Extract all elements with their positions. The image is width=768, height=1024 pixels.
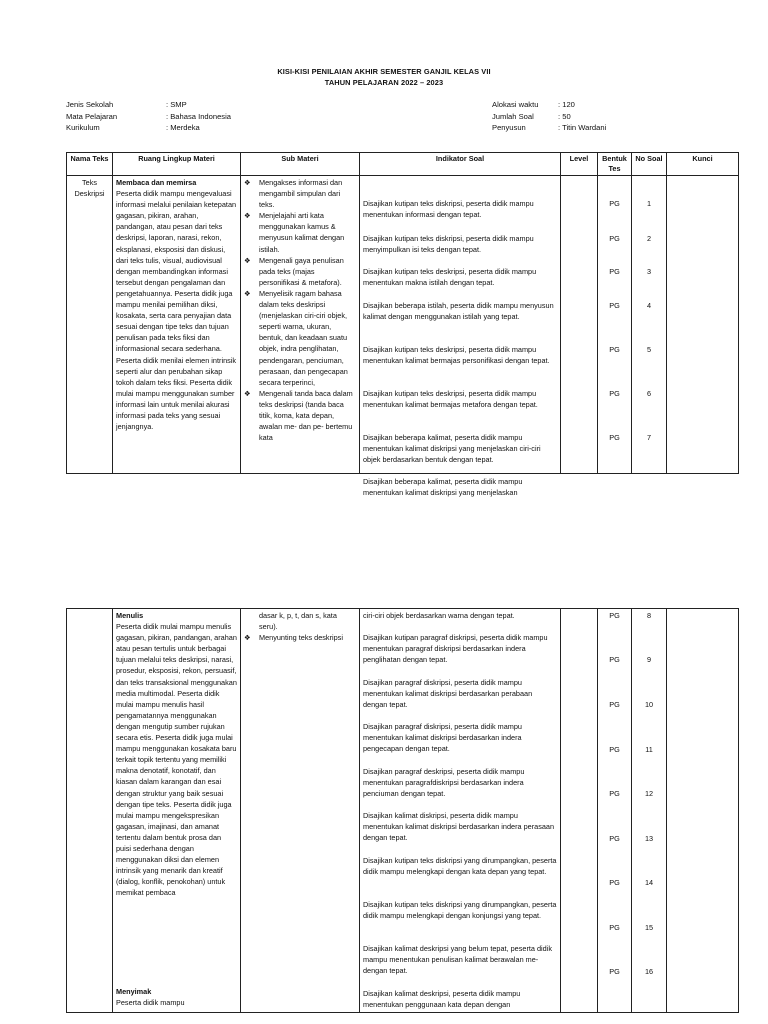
ruang-lingkup-title: Menulis xyxy=(116,611,144,620)
kunci-cell xyxy=(667,176,739,474)
indikator-item: Disajikan kutipan teks deskripsi, peserta didik mampu menentukan kalimat bermajas personifikasi dengan tepat. xyxy=(363,345,550,366)
meta-value: : Titin Wardani xyxy=(558,123,607,133)
bentuk-item: PG xyxy=(609,655,620,664)
sub-materi-text: Menyunting teks deskripsi xyxy=(259,633,343,643)
no-soal-cell xyxy=(632,609,667,1013)
indikator-item: Disajikan kutipan paragraf diskripsi, peserta didik mampu menentukan paragraf diskripsi berdasarkan indera penglihatan dengan tepat. xyxy=(363,633,548,665)
meta-label: Penyusun xyxy=(492,123,526,133)
no-soal-item: 12 xyxy=(644,789,654,798)
kisi-kisi-table-continued xyxy=(66,608,739,1013)
indikator-item: Disajikan paragraf diskripsi, peserta didik mampu menentukan kalimat diskripsi berdasarkan indera pengecapan dengan tepat. xyxy=(363,722,522,754)
list-item xyxy=(244,255,356,288)
meta-label: Jenis Sekolah xyxy=(66,100,114,109)
list-item xyxy=(244,388,356,443)
no-soal-item: 5 xyxy=(646,345,652,354)
indikator-cell xyxy=(360,176,561,498)
meta-label: Kurikulum xyxy=(66,123,100,133)
document-subtitle: TAHUN PELAJARAN 2022 – 2023 xyxy=(324,78,444,87)
no-soal-item: 4 xyxy=(646,301,652,310)
bentuk-item: PG xyxy=(609,611,620,620)
bentuk-item: PG xyxy=(609,301,620,310)
ruang-lingkup-text: Peserta didik mulai mampu menulis gagasan, pikiran, pandangan, arahan atau pesan tertulis untuk berbagai tujuan melalui teks deskripsi, narasi, prosedur, eksposisi, rekon, persuasif, dan teks transaksional menggunakan media multimodal. Peserta didik mulai mampu menulis hasil pengamatannya menggunakan dengan mengutip sumber rujukan secara etis. Peserta didik juga mulai mampu menggunakan kosakata baru terkait topik tertentu yang memiliki makna denotatif, konotatif, dan kiasan dalam karangan dan esai dengan struktur yang baik sesuai dengan tipe teks. Peserta didik juga mulai mampu mengekspresikan gagasan, imajinasi, dan amanat tertentu dalam bentuk prosa dan puisi sederhana dengan menggunakan diksi dan elemen intrinsik yang menarik dan kreatif (dialog, konflik, penokohan) untuk memikat pembaca xyxy=(116,622,237,898)
diamond-bullet-icon: ❖ xyxy=(244,211,251,221)
ruang-lingkup-title: Membaca dan memirsa xyxy=(116,178,197,187)
ruang-lingkup-cell xyxy=(113,176,241,474)
bentuk-item: PG xyxy=(609,789,620,798)
diamond-bullet-icon: ❖ xyxy=(244,633,251,643)
sub-materi-list xyxy=(244,177,356,443)
sub-materi-text: Menyelisik ragam bahasa dalam teks deskripsi (menjelaskan ciri-ciri objek, seperti warna, ukuran, bentuk, dan keadaan suatu objek, indra penglihatan, pendengaran, penciuman, perasaan, dan pengecapan secara terperinci, xyxy=(259,288,348,387)
bentuk-tes-cell xyxy=(598,176,632,474)
bentuk-item: PG xyxy=(609,345,620,354)
bentuk-item: PG xyxy=(609,199,620,208)
bentuk-item: PG xyxy=(609,834,620,843)
bentuk-item: PG xyxy=(609,923,620,932)
bentuk-item: PG xyxy=(609,433,620,442)
sub-materi-text: Mengakses informasi dan mengambil simpulan dari teks. xyxy=(259,178,343,210)
bentuk-item: PG xyxy=(609,745,620,754)
bentuk-item: PG xyxy=(609,234,620,243)
no-soal-item: 7 xyxy=(646,433,652,442)
no-soal-item: 13 xyxy=(644,834,654,843)
meta-right xyxy=(492,99,606,134)
col-header-sub-materi: Sub Materi xyxy=(241,153,360,176)
list-item xyxy=(244,288,356,388)
meta-left xyxy=(66,99,231,134)
bentuk-item: PG xyxy=(609,389,620,398)
bentuk-item: PG xyxy=(609,967,620,976)
meta-row xyxy=(66,122,231,134)
no-soal-item: 3 xyxy=(646,267,652,276)
diamond-bullet-icon: ❖ xyxy=(244,178,251,187)
no-soal-item: 6 xyxy=(646,389,652,398)
meta-label: Alokasi waktu xyxy=(492,100,539,109)
sub-materi-cell xyxy=(241,176,360,474)
indikator-item: Disajikan kalimat deskripsi yang belum tepat, peserta didik mampu menentukan penulisan kalimat berawalan me- dengan tepat. xyxy=(363,944,552,976)
col-header-kunci: Kunci xyxy=(667,153,739,176)
diamond-bullet-icon: ❖ xyxy=(244,288,251,298)
meta-value: : Bahasa Indonesia xyxy=(166,111,232,121)
no-soal-item: 2 xyxy=(646,234,652,243)
col-header-bentuk-tes: Bentuk Tes xyxy=(598,153,632,176)
indikator-item: Disajikan kalimat deskripsi, peserta didik mampu menentukan penggunaan kata depan dengan xyxy=(363,989,521,1010)
indikator-item: Disajikan paragraf diskripsi, peserta didik mampu menentukan kalimat diskripsi berdasarkan perabaan dengan tepat. xyxy=(363,678,533,710)
indikator-item: Disajikan paragraf deskripsi, peserta didik mampu menentukan paragrafdiskripsi berdasarkan indera penciuman dengan tepat. xyxy=(363,767,525,799)
no-soal-item: 14 xyxy=(644,878,654,887)
no-soal-item: 15 xyxy=(644,923,654,932)
indikator-item: Disajikan kutipan teks deskripsi, peserta didik mampu menentukan makna istilah dengan tepat. xyxy=(363,267,537,288)
no-soal-item: 16 xyxy=(644,967,654,976)
meta-row xyxy=(492,111,606,123)
indikator-item: Disajikan beberapa kalimat, peserta didik mampu menentukan kalimat diskripsi yang menjelaskan ciri-ciri objek berdasarkan bentuk dengan tepat. xyxy=(363,433,541,465)
col-header-indikator: Indikator Soal xyxy=(360,153,561,176)
indikator-item: ciri-ciri objek berdasarkan warna dengan tepat. xyxy=(363,611,515,620)
meta-row xyxy=(66,111,231,123)
indikator-item: Disajikan kutipan teks diskripsi, peserta didik mampu menentukan informasi dengan tepat. xyxy=(363,199,534,220)
no-soal-item: 10 xyxy=(644,700,654,709)
sub-materi-list xyxy=(244,610,356,643)
col-header-no-soal: No Soal xyxy=(632,153,667,176)
indikator-item: Disajikan kalimat diskripsi, peserta didik mampu menentukan kalimat diskripsi berdasarkan indera perasaan dengan tepat. xyxy=(363,811,555,843)
table-header-row xyxy=(67,153,739,176)
indikator-item: Disajikan kutipan teks deskripsi, peserta didik mampu menentukan kalimat bermajas metafora dengan tepat. xyxy=(363,389,538,410)
no-soal-item: 11 xyxy=(645,745,653,754)
meta-value: : 120 xyxy=(558,100,575,109)
bentuk-tes-cell xyxy=(598,609,632,1013)
no-soal-cell xyxy=(632,176,667,474)
nama-teks-cell: Teks Deskripsi xyxy=(67,176,113,474)
no-soal-item: 9 xyxy=(646,655,652,664)
sub-materi-text: Menjelajahi arti kata menggunakan kamus & menyusun kalimat dengan istilah. xyxy=(259,211,345,254)
meta-value: : SMP xyxy=(166,100,187,109)
sub-materi-cell xyxy=(241,609,360,1013)
document-title: KISI-KISI PENILAIAN AKHIR SEMESTER GANJIL KELAS VII xyxy=(277,67,491,76)
meta-label: Jumlah Soal xyxy=(492,111,534,121)
list-item xyxy=(244,177,356,210)
diamond-bullet-icon: ❖ xyxy=(244,255,251,265)
meta-row xyxy=(66,99,231,111)
table-row xyxy=(67,176,739,474)
meta-row xyxy=(492,122,606,134)
sub-materi-text: dasar k, p, t, dan s, kata seru). xyxy=(259,611,337,632)
kisi-kisi-table xyxy=(66,152,739,498)
col-header-level: Level xyxy=(561,153,598,176)
list-item xyxy=(244,210,356,254)
indikator-item: Disajikan kutipan teks diskripsi yang dirumpangkan, peserta didik mampu melengkapi dengan konjungsi yang tepat. xyxy=(363,900,557,921)
ruang-lingkup-text: Peserta didik mampu xyxy=(116,998,185,1008)
meta-row xyxy=(492,99,606,111)
ruang-lingkup-title: Menyimak xyxy=(116,987,152,996)
no-soal-item: 8 xyxy=(646,611,652,620)
level-cell xyxy=(561,609,598,1013)
kunci-cell xyxy=(667,609,739,1013)
diamond-bullet-icon: ❖ xyxy=(244,388,251,398)
ruang-lingkup-text: Peserta didik mampu mengevaluasi informasi melalui penilaian ketepatan gagasan, pikiran, arahan, pandangan, atau pesan dari teks deskripsi, laporan, narasi, rekon, eksplanasi, eksposisi dan diskusi, dari teks tulis, visual, audiovisual dengan membandingkan informasi tersebut dengan pengalaman dan pengetahuannya. Peserta didik juga mampu menilai pemilihan diksi, kosakata, serta cara penyajian data sesuai dengan tipe teks dan tujuan penulisan pada teks fiksi dan informasional secara sederhana. Peserta didik menilai elemen intrinsik seperti alur dan perubahan sikap tokoh dalam teks fiksi. Peserta didik mulai mampu menggunakan sumber informasi lain untuk menilai akurasi informasi pada teks yang sesuai jenjangnya. xyxy=(116,189,237,432)
indikator-item: Disajikan beberapa istilah, peserta didik mampu menyusun kalimat dengan menggunakan istilah yang tepat. xyxy=(363,301,554,322)
table-row xyxy=(67,609,739,1013)
meta-value: : 50 xyxy=(558,111,571,121)
ruang-lingkup-cell xyxy=(113,609,241,1013)
sub-materi-text: Mengenali tanda baca dalam teks deskripsi (tanda baca titik, koma, kata depan, awalan me- dan pe- bertemu kata xyxy=(259,388,353,443)
meta-label: Mata Pelajaran xyxy=(66,111,118,121)
bentuk-item: PG xyxy=(609,878,620,887)
indikator-cell xyxy=(360,609,561,1013)
col-header-ruang-lingkup: Ruang Lingkup Materi xyxy=(113,153,241,176)
list-item xyxy=(244,610,356,632)
indikator-item: Disajikan kutipan teks diskripsi, peserta didik mampu menyimpulkan isi teks dengan tepat. xyxy=(363,234,534,255)
list-item xyxy=(244,632,356,643)
col-header-nama-teks: Nama Teks xyxy=(67,153,113,176)
bentuk-item: PG xyxy=(609,267,620,276)
no-soal-item: 1 xyxy=(646,199,652,208)
indikator-item: Disajikan kutipan teks diskripsi yang dirumpangkan, peserta didik mampu melengkapi dengan kata depan yang tepat. xyxy=(363,856,557,877)
bentuk-item: PG xyxy=(609,700,620,709)
meta-value: : Merdeka xyxy=(166,123,200,133)
sub-materi-text: Mengenali gaya penulisan pada teks (majas personifikasi & metafora). xyxy=(259,255,344,287)
level-cell xyxy=(561,176,598,474)
nama-teks-cell xyxy=(67,609,113,1013)
indikator-item: Disajikan beberapa kalimat, peserta didik mampu menentukan kalimat diskripsi yang menjelaskan xyxy=(363,477,523,498)
